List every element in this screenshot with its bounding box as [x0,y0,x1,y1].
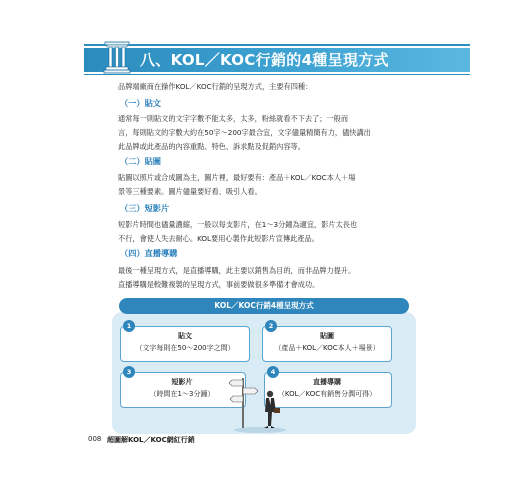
card-title: 貼圖 [320,332,334,340]
businessman-at-signpost-illustration [226,372,296,434]
section-text-line: 此品牌或此產品的內容重點、特色、訴求點及促銷內容等。 [118,142,305,151]
section-heading-image: （二）貼圖 [120,156,161,166]
card-description: （時間在1～3分鐘） [149,390,215,398]
card-title: 貼文 [178,332,192,340]
card-number-badge: 4 [267,366,279,378]
header-stripe-top [84,44,470,46]
section-heading-short-video: （三）短影片 [120,203,170,213]
section-text-line: 不行，會使人失去耐心。KOL要用心製作此短影片宣傳此產品。 [118,234,319,243]
card-number-badge: 3 [123,366,135,378]
running-footer-title: 超圖解KOL／KOC網紅行銷 [107,436,195,444]
card-title: 直播導購 [313,378,341,386]
card-description: （文字每則在50～200字之間） [135,344,235,352]
intro-paragraph: 品牌端廠商在操作KOL／KOC行銷的呈現方式，主要有四種： [118,82,313,91]
page-number: 008 [88,435,102,443]
section-text-line: 言，每則貼文的字數大約在50字～200字最合宜，文字儘量精簡有力，儘快講出 [118,128,371,137]
section-text-line: 貼圖以照片或合成圖為主，圖片裡，最好要有：產品＋KOL／KOC本人＋場 [118,173,356,182]
card-description: （KOL／KOC有銷售分潤可得） [277,390,377,398]
section-heading-post: （一）貼文 [120,98,161,108]
card-number-badge: 1 [123,320,135,332]
section-text-line: 短影片時間也儘量濃縮，一般以每支影片，在1～3分鐘為適宜，影片太長也 [118,220,358,229]
card-title: 短影片 [171,378,193,386]
diagram-title: KOL／KOC行銷4種呈現方式 [119,298,409,314]
section-text-line: 最後一種呈現方式，是直播導購，此主要以銷售為目的，而非品牌力提升。 [118,266,356,275]
page-title: 八、KOL／KOC行銷的4種呈現方式 [140,51,389,69]
header-stripe-bottom [84,74,470,75]
card-number-badge: 2 [265,320,277,332]
section-text-line: 直播導購是較難複製的呈現方式，事前要做很多準備才會成功。 [118,280,320,289]
section-heading-live-commerce: （四）直播導購 [120,248,178,258]
pillar-icon [102,40,132,74]
card-description: （產品＋KOL／KOC本人＋場景） [274,344,380,352]
section-text-line: 景等三種要素。圖片儘量要好看、吸引人看。 [118,187,262,196]
section-text-line: 通常每一則貼文的文字字數不能太多，太多，粉絲就看不下去了；一般而 [118,114,349,123]
